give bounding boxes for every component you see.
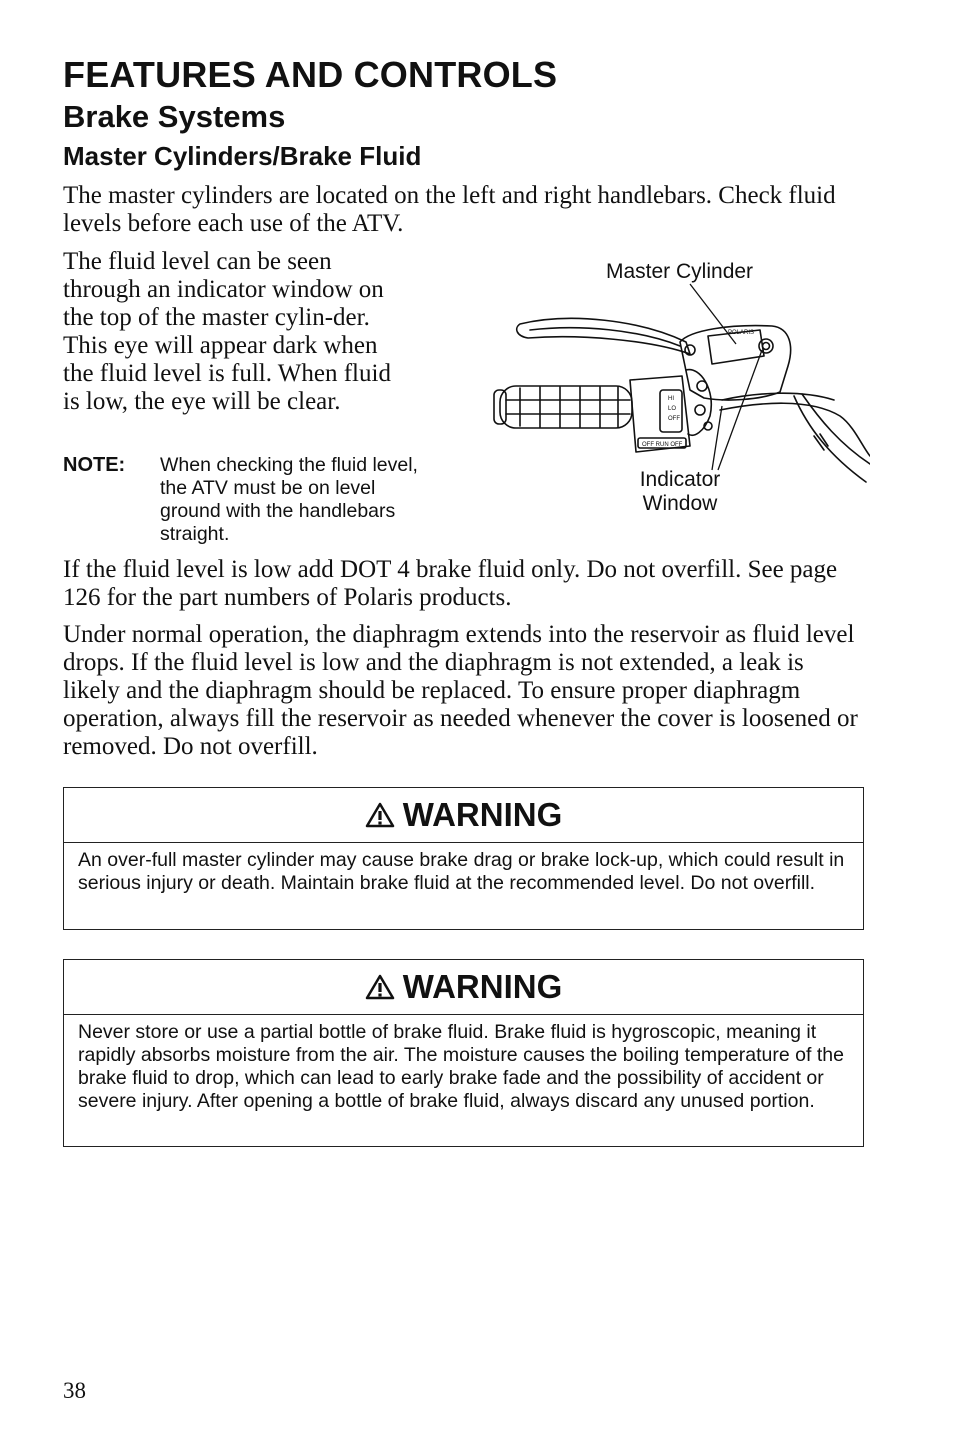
kill-switch-label: OFF RUN OFF <box>642 442 683 448</box>
section-heading: Brake Systems <box>63 99 286 134</box>
subsection-heading: Master Cylinders/Brake Fluid <box>63 141 422 171</box>
note-text: When checking the fluid level, the ATV must be on level ground with the handlebars straight. <box>160 454 418 545</box>
page-title: FEATURES AND CONTROLS <box>63 54 558 95</box>
indicator-label-line2: Window <box>642 492 718 515</box>
brand-label: POLARIS <box>728 330 755 336</box>
page-number: 38 <box>63 1378 86 1403</box>
warning-box-1 <box>63 787 864 930</box>
master-cylinder-label: Master Cylinder <box>606 260 754 283</box>
diaphragm-paragraph: Under normal operation, the diaphragm extends into the reservoir as fluid level drops. If the fluid level is low and the diaphragm is not extended, a leak is likely and the diaphragm should be replaced. To ensure proper diaphragm operation, always fill the reservoir as needed whenever the cover is loosened or removed. Do not overfill. <box>63 621 858 760</box>
indicator-label-line1: Indicator <box>639 468 721 491</box>
warning-title: WARNING <box>402 796 563 833</box>
warning-text: Never store or use a partial bottle of brake fluid. Brake fluid is hygroscopic, meaning it rapidly absorbs moisture from the air. The moisture causes the boiling temperature of the brake fluid to drop, which can lead to early brake fade and the possibility of accident or severe injury. After opening a bottle of brake fluid, always discard any unused portion. <box>78 1021 844 1112</box>
indicator-window-label <box>610 468 750 516</box>
switch-hi-label: HI <box>668 396 674 402</box>
master-cylinder-figure <box>490 250 870 520</box>
warning-box-2 <box>63 959 864 1147</box>
low-fluid-paragraph: If the fluid level is low add DOT 4 brake fluid only. Do not overfill. See page 126 for the part numbers of Polaris products. <box>63 556 838 611</box>
warning-header <box>64 788 863 843</box>
switch-off-label: OFF <box>668 416 680 422</box>
indicator-paragraph: The fluid level can be seen through an indicator window on the top of the master cylin-der. This eye will appear dark when the fluid level is full. When fluid is low, the eye will be clear. <box>63 248 391 415</box>
warning-icon <box>365 802 395 828</box>
warning-text: An over-full master cylinder may cause brake drag or brake lock-up, which could result in serious injury or death. Maintain brake fluid at the recommended level. Do not overfill. <box>78 849 845 894</box>
warning-header <box>64 960 863 1015</box>
warning-icon <box>365 974 395 1000</box>
note-label: NOTE: <box>63 454 126 476</box>
intro-paragraph: The master cylinders are located on the left and right handlebars. Check fluid levels before each use of the ATV. <box>63 182 836 237</box>
warning-title: WARNING <box>402 968 563 1005</box>
switch-lo-label: LO <box>668 406 677 412</box>
